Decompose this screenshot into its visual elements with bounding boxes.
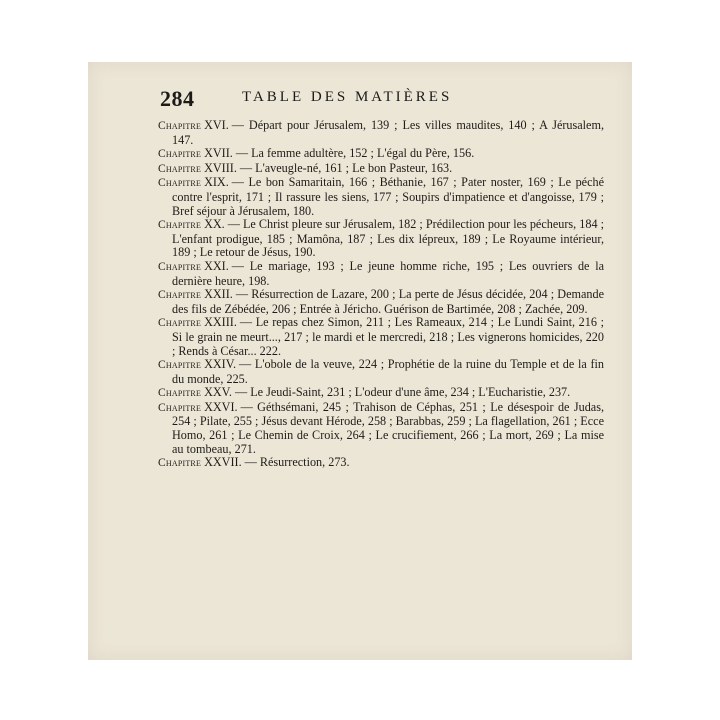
- chapter-label: Chapitre: [158, 317, 202, 330]
- chapter-contents: — Géthsémani, 245 ; Trahison de Céphas, 251 ; Le désespoir de Judas, 254 ; Pilate, 255 ; Jésus devant Hérode, 258 ; Barabbas, 259 ; La flagellation, 261 ; Ecce Homo, 261 ; Le Chemin de Croix, 264 ; Le crucifiement, 266 ; La mort, 269 ; La mise au tombeau, 271.: [172, 399, 604, 456]
- chapter-number: XXI.: [204, 258, 229, 273]
- chapter-label: Chapitre: [158, 148, 202, 161]
- chapter-label: Chapitre: [158, 162, 202, 175]
- chapter-number: XX.: [204, 217, 225, 232]
- toc-entry-xvii: [158, 147, 604, 162]
- chapter-label: Chapitre: [158, 387, 202, 400]
- chapter-number: XXVI.: [204, 399, 238, 414]
- toc-entry-xxiii: [158, 316, 604, 358]
- page-number: 284: [160, 86, 195, 111]
- chapter-label: Chapitre: [158, 219, 202, 232]
- toc-entry-xviii: [158, 162, 604, 177]
- chapter-number: XXIII.: [204, 315, 237, 330]
- chapter-number: XVII.: [204, 146, 233, 161]
- chapter-contents: — Résurrection de Lazare, 200 ; La perte de Jésus décidée, 204 ; Demande des fils de Zébédée, 206 ; Entrée à Jéricho. Guérison de Bartimée, 208 ; Zachée, 209.: [172, 287, 604, 316]
- chapter-contents: — Le repas chez Simon, 211 ; Les Rameaux, 214 ; Le Lundi Saint, 216 ; Si le grain ne meurt..., 217 ; le mardi et le mercredi, 218 ; Les vignerons homicides, 220 ; Rends à César... 222.: [172, 315, 604, 358]
- chapter-contents: — Le Jeudi-Saint, 231 ; L'odeur d'une âme, 234 ; L'Eucharistie, 237.: [234, 385, 571, 400]
- chapter-label: Chapitre: [158, 260, 202, 273]
- chapter-label: Chapitre: [158, 457, 202, 470]
- toc-entry-xxvii: [158, 456, 604, 471]
- chapter-number: XXIV.: [204, 357, 236, 372]
- running-title: TABLE DES MATIÈRES: [242, 89, 453, 105]
- chapter-contents: — Le mariage, 193 ; Le jeune homme riche, 195 ; Les ouvriers de la dernière heure, 198.: [172, 258, 604, 288]
- chapter-number: XXV.: [204, 385, 232, 400]
- chapter-number: XVI.: [204, 118, 229, 132]
- toc-entry-xxv: [158, 386, 604, 401]
- chapter-label: Chapitre: [158, 289, 202, 302]
- toc-entry-xix: [158, 176, 604, 218]
- chapter-number: XXII.: [204, 287, 233, 302]
- chapter-contents: — L'aveugle-né, 161 ; Le bon Pasteur, 163.: [239, 160, 453, 175]
- chapter-label: Chapitre: [158, 401, 202, 414]
- chapter-number: XIX.: [204, 175, 229, 190]
- table-of-contents: [158, 119, 604, 471]
- book-page: [88, 62, 632, 660]
- chapter-contents: — La femme adultère, 152 ; L'égal du Père, 156.: [235, 146, 475, 161]
- toc-entry-xxvi: [158, 401, 604, 456]
- page-header: [160, 86, 600, 110]
- chapter-contents: — L'obole de la veuve, 224 ; Prophétie de la ruine du Temple et de la fin du monde, 225.: [172, 357, 604, 386]
- chapter-contents: — Départ pour Jérusalem, 139 ; Les villes maudites, 140 ; A Jérusalem, 147.: [172, 118, 604, 147]
- chapter-contents: — Le Christ pleure sur Jérusalem, 182 ; Prédilection pour les pécheurs, 184 ; L'enfant prodigue, 185 ; Mamôna, 187 ; Les dix lépreux, 189 ; Le Royaume intérieur, 189 ; Le retour de Jésus, 190.: [172, 217, 604, 260]
- chapter-label: Chapitre: [158, 177, 202, 190]
- chapter-contents: — Résurrection, 273.: [244, 455, 350, 470]
- toc-entry-xvi: [158, 119, 604, 147]
- chapter-label: Chapitre: [158, 359, 202, 372]
- toc-entry-xxiv: [158, 358, 604, 386]
- chapter-number: XVIII.: [204, 160, 237, 175]
- toc-entry-xx: [158, 218, 604, 260]
- chapter-label: Chapitre: [158, 120, 202, 132]
- chapter-number: XXVII.: [204, 455, 242, 470]
- toc-entry-xxii: [158, 288, 604, 316]
- toc-entry-xxi: [158, 260, 604, 288]
- chapter-contents: — Le bon Samaritain, 166 ; Béthanie, 167 ; Pater noster, 169 ; Le péché contre l'esprit, 171 ; Il rassure les siens, 177 ; Soupirs d'impatience et d'angoisse, 179 ; Bref séjour à Jérusalem, 180.: [172, 175, 604, 218]
